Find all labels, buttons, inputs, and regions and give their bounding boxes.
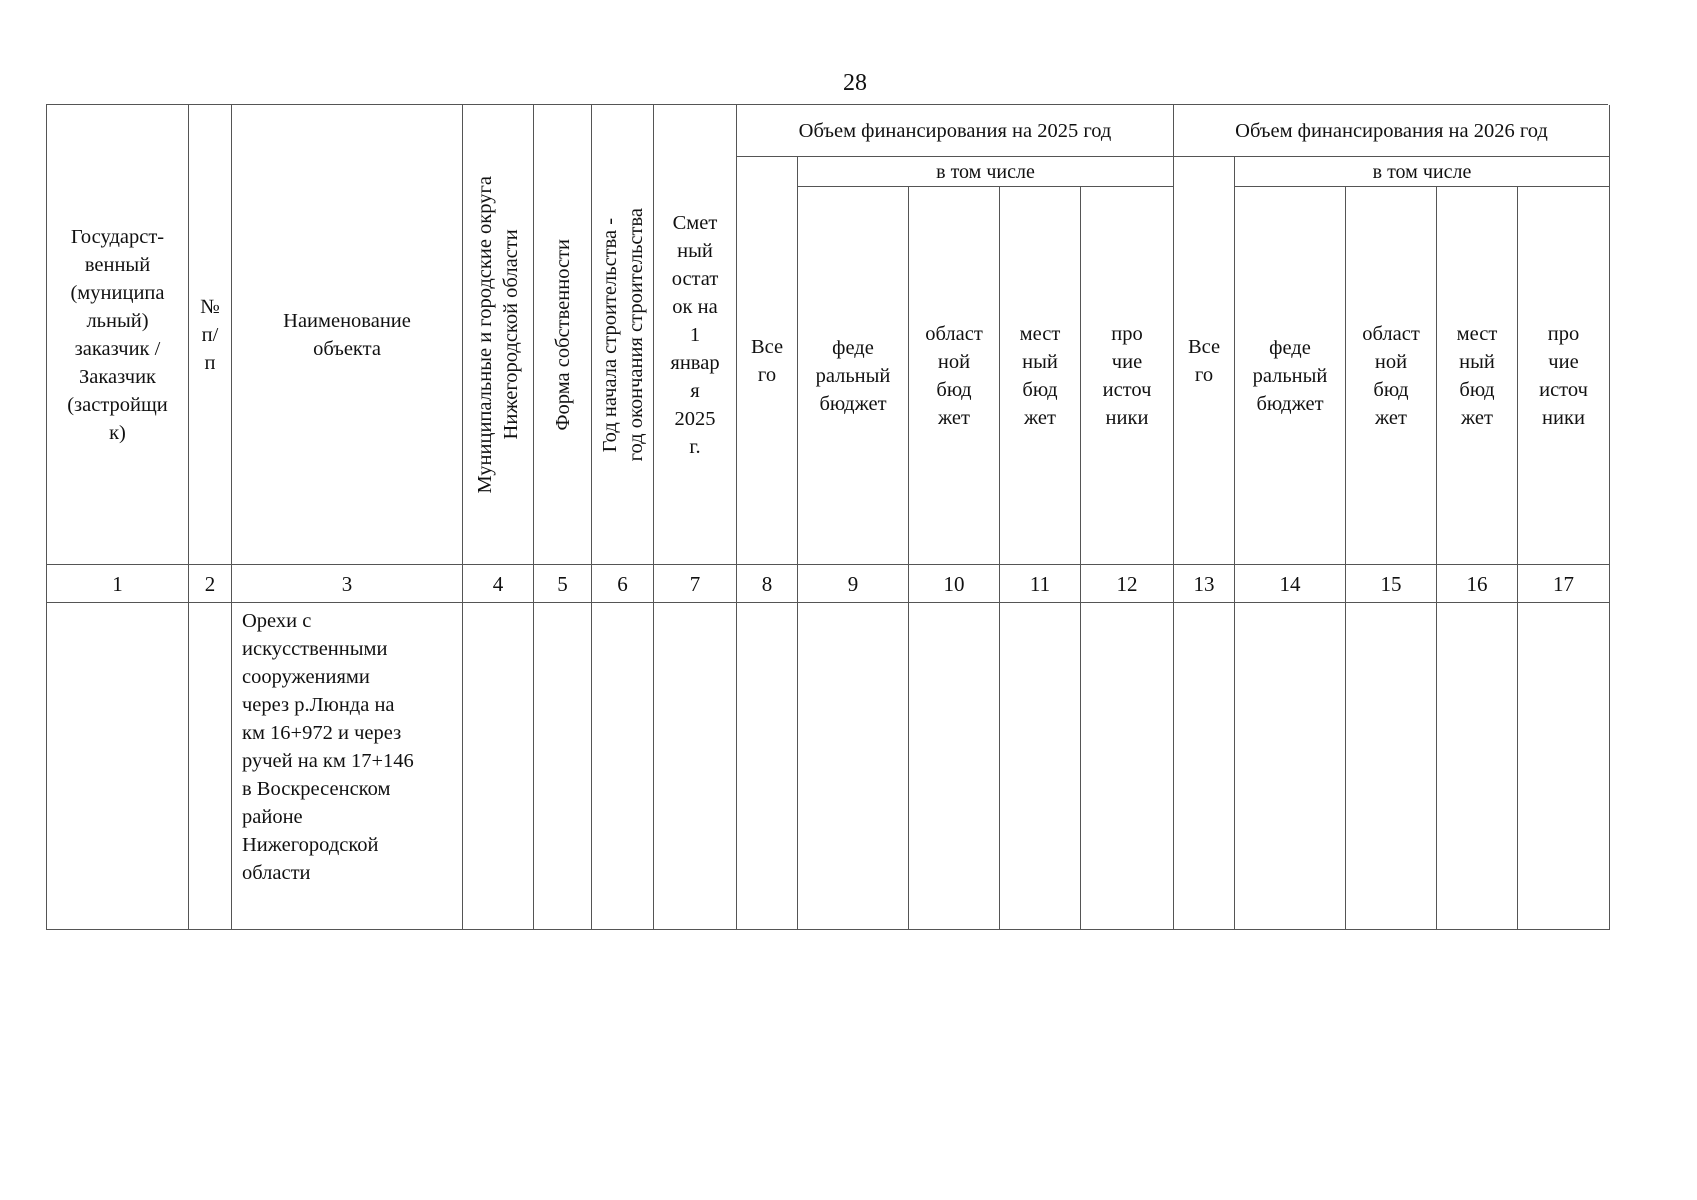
column-number: 10	[909, 565, 1000, 603]
data-cell	[1174, 603, 1235, 930]
header-number: № п/ п	[189, 105, 232, 565]
header-2026-federal: феде ральный бюджет	[1235, 187, 1346, 565]
header-estimated-balance: Смет ный остат ок на 1 январ я 2025 г.	[654, 105, 737, 565]
column-number: 16	[1437, 565, 1518, 603]
column-number: 4	[463, 565, 534, 603]
header-customer: Государст- венный (муниципа льный) заказчик / Заказчик (застройщи к)	[47, 105, 189, 565]
data-cell	[592, 603, 654, 930]
data-cell	[737, 603, 798, 930]
header-ownership-form: Форма собственности	[534, 105, 592, 565]
data-cell	[1235, 603, 1346, 930]
column-number: 9	[798, 565, 909, 603]
header-2026-regional: област ной бюд жет	[1346, 187, 1437, 565]
data-cell	[1346, 603, 1437, 930]
header-2025-local: мест ный бюд жет	[1000, 187, 1081, 565]
header-2026-local: мест ный бюд жет	[1437, 187, 1518, 565]
header-2025-including: в том числе	[798, 157, 1174, 187]
data-cell	[654, 603, 737, 930]
column-number: 2	[189, 565, 232, 603]
data-cell-number	[189, 603, 232, 930]
data-cell	[909, 603, 1000, 930]
header-2025-federal: феде ральный бюджет	[798, 187, 909, 565]
header-municipal-districts: Муниципальные и городские округа Нижегородской области	[463, 105, 534, 565]
column-number: 7	[654, 565, 737, 603]
financing-table	[46, 104, 1608, 930]
column-number: 5	[534, 565, 592, 603]
data-cell	[534, 603, 592, 930]
column-number: 15	[1346, 565, 1437, 603]
data-cell	[1518, 603, 1610, 930]
header-2026-other: про чие источ ники	[1518, 187, 1610, 565]
column-number: 13	[1174, 565, 1235, 603]
header-funding-2026: Объем финансирования на 2026 год	[1174, 105, 1610, 157]
data-cell	[463, 603, 534, 930]
column-number: 1	[47, 565, 189, 603]
column-number: 11	[1000, 565, 1081, 603]
header-2025-other: про чие источ ники	[1081, 187, 1174, 565]
data-cell	[798, 603, 909, 930]
header-funding-2025: Объем финансирования на 2025 год	[737, 105, 1174, 157]
data-cell	[1000, 603, 1081, 930]
column-number: 8	[737, 565, 798, 603]
header-construction-years: Год начала строительства - год окончания строительства	[592, 105, 654, 565]
header-2026-including: в том числе	[1235, 157, 1610, 187]
column-number: 3	[232, 565, 463, 603]
page-number: 28	[843, 70, 867, 96]
header-2026-total: Все го	[1174, 157, 1235, 565]
column-number: 12	[1081, 565, 1174, 603]
header-object-name: Наименование объекта	[232, 105, 463, 565]
data-cell	[1437, 603, 1518, 930]
data-cell	[1081, 603, 1174, 930]
data-cell-object-name: Орехи с искусственными сооружениями через р.Люнда на км 16+972 и через ручей на км 17+146 в Воскресенском районе Нижегородской области	[232, 603, 463, 930]
data-cell-customer	[47, 603, 189, 930]
column-number: 17	[1518, 565, 1610, 603]
header-2025-regional: област ной бюд жет	[909, 187, 1000, 565]
header-2025-total: Все го	[737, 157, 798, 565]
column-number: 6	[592, 565, 654, 603]
column-number: 14	[1235, 565, 1346, 603]
